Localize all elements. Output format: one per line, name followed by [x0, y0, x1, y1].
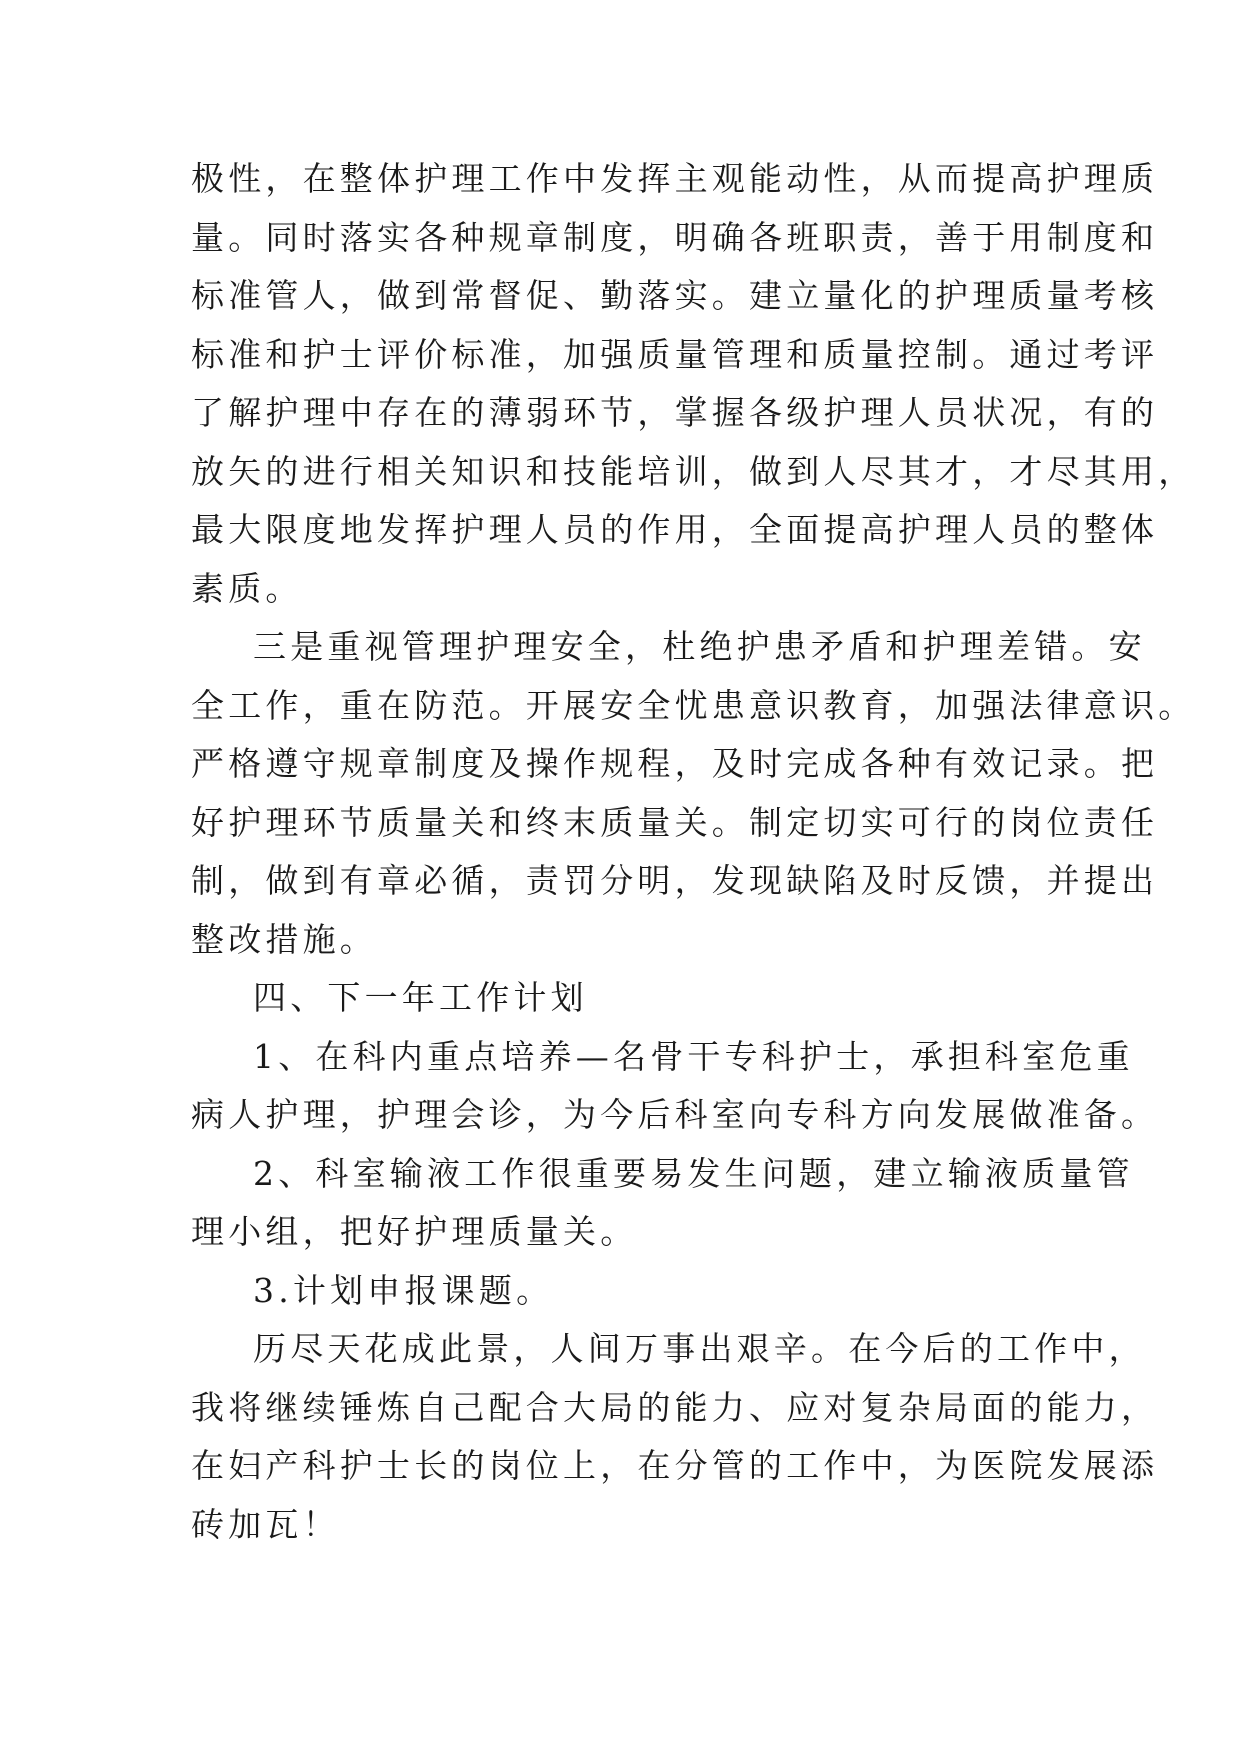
text-line: 制，做到有章必循，责罚分明，发现缺陷及时反馈，并提出	[191, 861, 1159, 900]
text-line: 标准和护士评价标准，加强质量管理和质量控制。通过考评	[191, 334, 1159, 374]
text-line: 2、科室输液工作很重要易发生问题，建立输液质量管	[253, 1153, 1134, 1193]
text-line: 极性，在整体护理工作中发挥主观能动性，从而提高护理质	[191, 159, 1159, 198]
text-line: 严格遵守规章制度及操作规程，及时完成各种有效记录。把	[191, 744, 1159, 783]
text-line: 量。同时落实各种规章制度，明确各班职责，善于用制度和	[191, 217, 1159, 257]
text-line: 三是重视管理护理安全，杜绝护患矛盾和护理差错。安	[253, 627, 1146, 666]
text-line: 1、在科内重点培养—名骨干专科护士，承担科室危重	[253, 1036, 1134, 1076]
text-line: 在妇产科护士长的岗位上，在分管的工作中，为医院发展添	[191, 1446, 1159, 1485]
text-line: 四、下一年工作计划	[253, 978, 588, 1017]
text-line: 病人护理，护理会诊，为今后科室向专科方向发展做准备。	[191, 1095, 1159, 1134]
text-line: 3.计划申报课题。	[253, 1270, 554, 1310]
text-line: 素质。	[191, 568, 303, 608]
text-line: 放矢的进行相关知识和技能培训，做到人尽其才，才尽其用，	[191, 451, 1196, 491]
text-line: 理小组，把好护理质量关。	[191, 1212, 638, 1251]
text-line: 了解护理中存在的薄弱环节，掌握各级护理人员状况，有的	[191, 393, 1159, 432]
text-line: 标准管人，做到常督促、勤落实。建立量化的护理质量考核	[191, 276, 1159, 315]
text-line: 全工作，重在防范。开展安全忧患意识教育，加强法律意识。	[191, 685, 1196, 725]
text-line: 砖加瓦！	[191, 1504, 340, 1544]
text-line: 历尽天花成此景，人间万事出艰辛。在今后的工作中，	[253, 1329, 1146, 1368]
text-line: 整改措施。	[191, 919, 377, 959]
text-line: 我将继续锤炼自己配合大局的能力、应对复杂局面的能力，	[191, 1387, 1159, 1427]
text-line: 最大限度地发挥护理人员的作用，全面提高护理人员的整体	[191, 510, 1159, 549]
document-body	[191, 150, 1196, 1554]
text-line: 好护理环节质量关和终末质量关。制定切实可行的岗位责任	[191, 802, 1159, 842]
